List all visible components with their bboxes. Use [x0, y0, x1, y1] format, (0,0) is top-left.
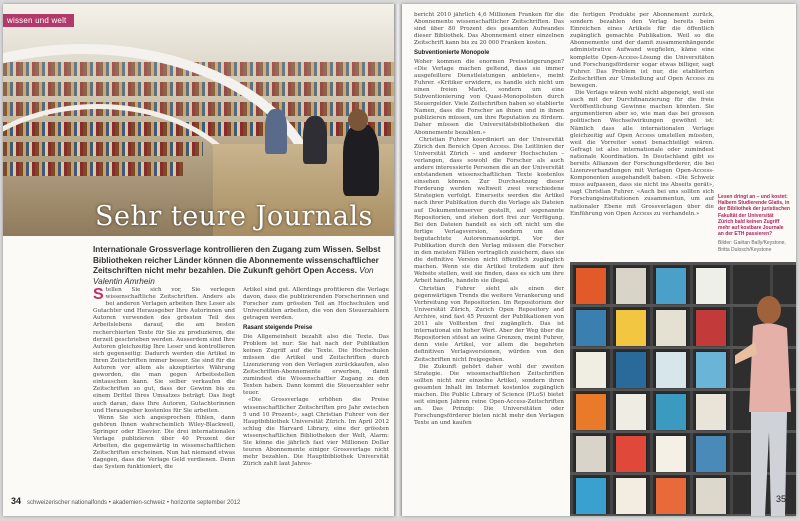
subheading: Subventionierte Monopole	[414, 50, 490, 57]
photo-caption	[718, 194, 790, 253]
paragraph: die fertigen Produkte per Abonnement zurück, sondern bezahlen den Verlag bereits beim Einreichen eines Artikels für die öffentlich zugänglich gemachte Publikation. Weil so die Abonnemente und der damit zusammenhängende administrative Aufwand wegfielen, käme eine komplette Open-Access-Lösung die Universitäten und Forschungsförderer sogar etwas billiger, sagt Fuhrer. Das Problem ist nur, die etablierten Zeitschriften zur Umstellung auf Open Access zu bewegen.	[570, 12, 714, 89]
dropcap: S	[93, 287, 104, 303]
library-photo	[3, 4, 394, 236]
paragraph: Die Allgemeinheit bezahlt also die Texte. Das Problem ist nur: Sie hat nach der Publikation keinen Zugriff auf die Texte. Die Hochschulen müssen die Artikel und Zeitschriften durch Lizenzierung von den Verlagen zurückkaufen, also Zeitschriften-Abonnemente erwerben, damit zumindest die Wissenschaftler Zugang zu den Texten haben. Dann kommt die Steuerzahler sehr teuer.	[243, 333, 389, 397]
lead-text: Internationale Grossverlage kontrollieren den Zugang zum Wissen. Selbst Bibliotheken reicher Länder können die Abonnemente wissenschaftlicher Zeitschriften nicht mehr bezahlen. Die Zukunft gehört Open Access.	[93, 245, 381, 275]
paragraph: bericht 2010 jährlich 4,6 Millionen Franken für die Abonnemente wissenschaftlicher Zeitschriften. Das sind über 80 Prozent des gesamten Aufwandes dieser Bibliothek. Das Abonnement einer einzelnen Zeitschrift kann bis zu 20 000 Franken kosten.	[414, 12, 564, 47]
paragraph: Die Zukunft gehört daher wohl der zweiten Strategie. Die wissenschaftlichen Zeitschriften sollten nicht nur einzelne Artikel, sondern ihren gesamten Inhalt im Internet kostenlos zugänglich machen. Die Public Library of Science (PLoS) bietet seit einigen Jahren reine Open-Access-Zeitschriften an. Das Prinzip: Die Universitäten oder Forschungsförderer bieten nicht mehr den Verlagen Texte an und kaufen	[414, 363, 564, 427]
footer	[11, 496, 240, 506]
paragraph: Christian Fuhrer koordiniert an der Universität Zürich den Bereich Open Access. Die Leitlinien der Universität Zürich – und anderer Hochschulen – verlangen, dass sowohl die Forscher als auch andere interessierte Personen die an der Universität entstandenen wissenschaftlichen Texte kostenlos einsehen können. Zur Durchsetzung dieser Forderung werden weltweit zwei verschiedene Strategien verfolgt. Einerseits werden die Artikel nach ihrer Publikation durch die Verlage als Dateien auf Dokumentenserver gestellt, auf sogenannte Repositorien, und stehen dort frei zur Verfügung. Bei den Dateien handelt es sich oft nicht um die fertige Verlagsversion, sondern um das begutachtete Autorenmanuskript. Vor der Publikation durch den Verlag müssen die Forscher in den meisten Fällen vertraglich zusichern, dass sie die definitive Version nicht öffentlich zugänglich machen. Wenn sie die Artikel trotzdem auf ihre Website stellen, weil sie finden, dass es sich um ihre Arbeit handle, handeln sie illegal.	[414, 136, 564, 285]
left-page	[3, 4, 394, 516]
journal-rack-photo	[570, 262, 796, 516]
reader-figure	[735, 292, 795, 516]
caption-text: Lesen dringt an – und kostet: Halbern Studierende Glatis, in der Bibliothek der juristischen Fakultät der Universität Zürich bald keinen Zugriff mehr auf kostbare Journale an der ETH passieren?	[718, 194, 790, 238]
photo-credit: Bilder: Gaëtan Bally/Keystone, Britta Dulosch/Keystone	[718, 240, 786, 253]
left-column-2	[243, 287, 389, 487]
section-tag: wissen und welt	[3, 14, 74, 27]
article-lead	[93, 245, 390, 287]
right-page	[402, 4, 796, 516]
paragraph: Wenn Sie sich angesprochen fühlen, dann gehören Ihnen wahrscheinlich Wiley-Blackwell, Springer oder Elsevier. Die drei internationalen Verlage publizieren über 40 Prozent der Arbeiten, die gegenwärtig in wissenschaftlichen Zeitschriften erscheinen. Nun hat niemand etwas dagegen, dass die Verlage Geld verdienen. Denn das System funktioniert, die	[93, 414, 235, 471]
page-number: 34	[11, 496, 22, 506]
page-gutter	[394, 4, 402, 516]
paragraph: Die Verlage wären wohl nicht abgeneigt, weil sie auch mit der Durchfinanzierung für die freie Veröffentlichung Gewinne machen könnten. Sie argumentieren aber so, wie man das bei grossen politischen Wechselwirkungen gewöhnt ist: Nämlich dass alle internationalen Verlage gleichzeitig auf Open Access umstellen müssten, weil die Vorreiter sonst benachteiligt wären. Gefragt ist also internationale oder zumindest nationale Koordination. In Deutschland gibt es bereits Allianzen der Forschungsförderer, die bei Lizenzverhandlungen mit Verlagen Open-Access-Komponenten ausgehandelt haben. «Die Schweiz muss aufpassen, dass sie nicht ins Abseits gerät», sagt Christian Fuhrer. «Auch bei uns sollten sich Forschungsinstitutionen zusammentun, um auf nationaler Ebene mit Grossverlagen über die Einführung von Open Access zu verhandeln.»	[570, 90, 714, 217]
left-column-1	[93, 287, 235, 487]
author-byline: Von Valentin Amrhein	[93, 266, 374, 286]
right-column-1	[414, 12, 564, 512]
subheading: Rasant steigende Preise	[243, 325, 313, 332]
paragraph: tellen Sie sich vor, Sie verlegen wissenschaftliche Zeitschriften. Anders als bei anderen Verlagen arbeiten Ihre Leser als Gutachter und Herausgeber Ihre Autorinnen und Autoren verwenden des grössten Teil des Arbeitslebens darauf, die am besten recherchierten Texte für Sie zu produzieren, die derzeit geschrieben werden. Ausserdem sind Ihre Autoren gleichzeitig Ihre Leser und kontrollieren sich gegenseitig: Dadurch werden die Artikel in Ihren Zeitschriften immer besser. Sie sind für die Autoren vor allem als akzeptiertes Währung geworden, die man gegen Arbeitsstellen eintauschen kann. Sie selber verkaufen die Zeitschriften so gut, dass der Gewinn bis zu einem Drittel Ihres Umsatzes beträgt. Das liegt auch daran, dass Ihre Autoren, Gutachterinnen und Herausgeber kostenlos für Sie arbeiten.	[93, 287, 235, 414]
right-column-2	[570, 12, 714, 256]
paragraph: Christian Fuhrer sieht als einen der gegenwärtigen Trends die weitere Verankerung und Verbreitung von Repositorien. Im Repositorium der Universität Zürich, Zurich Open Repository and Archive, sind fast 45 Prozent der Publikationen von 2011 als Volltexten frei zugänglich. Das ist international ein hoher Wert. Aber der Weg über die Repositorien stösst an seine Grenzen, meint Fuhrer, denn viele Artikel, vor allem die begehrten definitiven Verlagsversionen, würden von den Zeitschriften nicht freigegeben.	[414, 285, 564, 363]
article-headline: Sehr teure Journals	[95, 201, 373, 232]
paragraph: Artikel sind gut. Allerdings profitieren die Verlage davon, dass die publizierenden Forscherinnen und Forscher zum grössten Teil an Hochschulen und Universitäten arbeiten, die von den Steuerzahlern getragen werden.	[243, 287, 389, 322]
paragraph: «Die Grossverlage erhöhen die Preise wissenschaftlicher Zeitschriften pro Jahr zwischen 5 und 10 Prozent», sagt Christian Fuhrer von der Hauptbibliothek Universität Zürich. Im April 2012 schlug die Harvard Library, eine der grössten wissenschaftlichen Bibliotheken der Welt, Alarm: Sie könne die jährlich fast vier Millionen Dollar teuren Abonnemente einiger Grossverlage nicht mehr bezahlen. Die Hauptbibliothek Universität Zürich zahlt laut Jahres-	[243, 397, 389, 468]
paragraph: Woher kommen die enormen Preissteigerungen? «Die Verlage machen geltend, dass sie immer ausgefeiltere Dienstleistungen anbieten», meint Fuhrer. «Kritiker erwidern, es handle sich nicht um einen freien Markt, sondern um eine Subventionierung von Quasi-Monopolisten durch Steuergelder. Viele Zeitschriften haben so etablierte Namen, dass die Forscher an ihnen und in ihnen publizieren müssen, um ihre Reputation zu fördern. Daher müssen die Universitätsbibliotheken die Abonnemente bezahlen.»	[414, 58, 564, 136]
footer-text: schweizerischer nationalfonds • akademien-schweiz • horizonte september 2012	[27, 500, 241, 506]
page-number: 35	[775, 494, 786, 504]
